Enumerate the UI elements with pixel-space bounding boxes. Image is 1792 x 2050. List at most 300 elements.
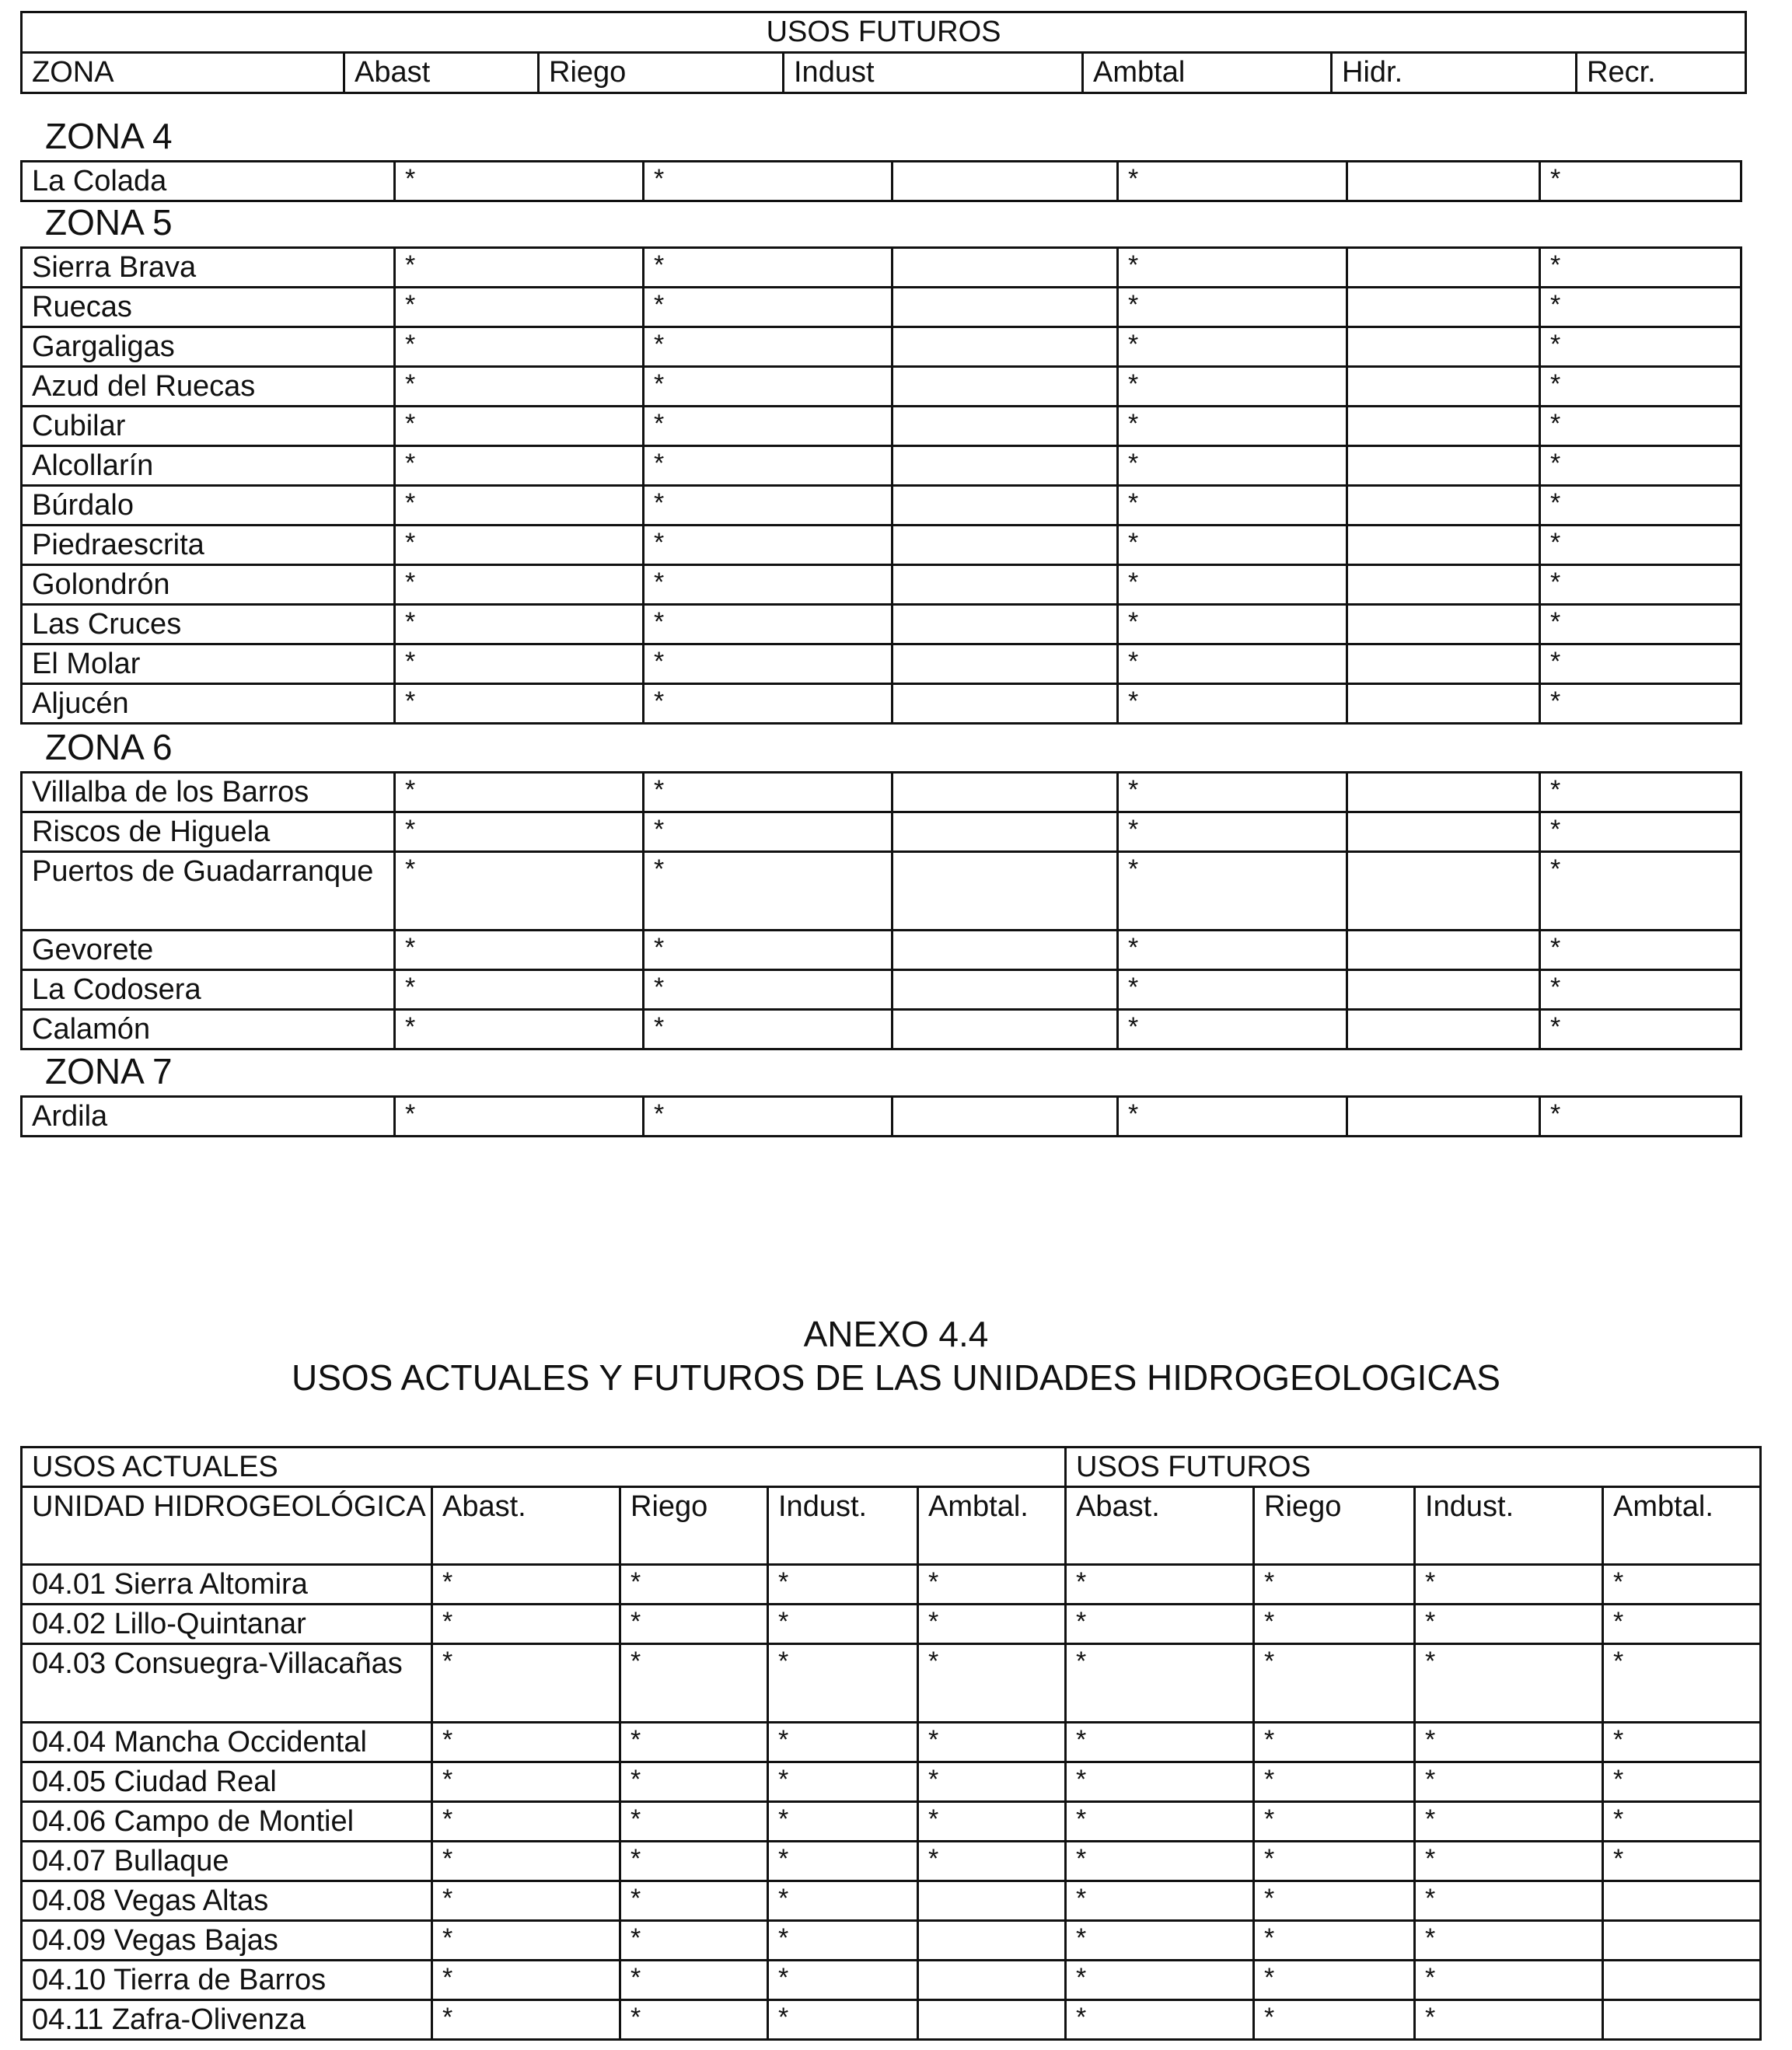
table-row (22, 162, 1741, 201)
unidad-name: 04.08 Vegas Altas (22, 1881, 432, 1921)
use-mark: * (1603, 1605, 1761, 1644)
use-mark: * (1066, 1961, 1254, 2000)
use-mark: * (1254, 1565, 1415, 1605)
use-mark: * (644, 644, 893, 684)
zona-name: Ardila (22, 1097, 395, 1137)
use-mark: * (1118, 773, 1347, 812)
use-mark: * (1415, 1605, 1603, 1644)
use-mark: * (768, 1802, 918, 1842)
use-mark (893, 407, 1118, 446)
table-row (22, 644, 1741, 684)
use-mark: * (1540, 931, 1741, 970)
use-mark (1603, 2000, 1761, 2040)
use-mark: * (918, 1723, 1066, 1762)
use-mark: * (432, 1961, 620, 2000)
table-row (22, 288, 1741, 327)
use-mark: * (1540, 327, 1741, 367)
zona-name: La Codosera (22, 970, 395, 1010)
header-abast-futuro: Abast. (1066, 1487, 1254, 1565)
use-mark: * (1066, 1802, 1254, 1842)
use-mark (1347, 446, 1540, 486)
table-row (22, 1881, 1761, 1921)
header-abast-actual: Abast. (432, 1487, 620, 1565)
use-mark: * (620, 1842, 768, 1881)
use-mark: * (1066, 1881, 1254, 1921)
use-mark: * (1254, 1842, 1415, 1881)
use-mark (893, 565, 1118, 605)
table-row (22, 1097, 1741, 1137)
use-mark: * (1603, 1802, 1761, 1842)
use-mark: * (768, 1644, 918, 1723)
use-mark: * (1118, 565, 1347, 605)
use-mark: * (432, 1605, 620, 1644)
zona-name: La Colada (22, 162, 395, 201)
use-mark: * (644, 248, 893, 288)
use-mark: * (1118, 852, 1347, 931)
unidad-name: 04.06 Campo de Montiel (22, 1802, 432, 1842)
zona-name: Aljucén (22, 684, 395, 724)
table-row (22, 852, 1741, 931)
use-mark: * (1118, 486, 1347, 526)
zona-name: Piedraescrita (22, 526, 395, 565)
table-row (22, 1961, 1761, 2000)
use-mark: * (395, 407, 644, 446)
zona-name: Ruecas (22, 288, 395, 327)
group-usos-actuales: USOS ACTUALES (22, 1448, 1066, 1487)
table-row (22, 1644, 1761, 1723)
use-mark: * (1254, 1881, 1415, 1921)
use-mark: * (395, 327, 644, 367)
use-mark: * (1254, 1802, 1415, 1842)
use-mark: * (1540, 486, 1741, 526)
zona-name: Riscos de Higuela (22, 812, 395, 852)
table-row (22, 684, 1741, 724)
use-mark: * (395, 565, 644, 605)
use-mark: * (644, 486, 893, 526)
table-row (22, 446, 1741, 486)
use-mark: * (1118, 605, 1347, 644)
zone-table (20, 246, 1742, 725)
use-mark: * (644, 684, 893, 724)
use-mark: * (1254, 1762, 1415, 1802)
table-row (22, 486, 1741, 526)
use-mark (893, 288, 1118, 327)
use-mark: * (1118, 526, 1347, 565)
zona-name: Villalba de los Barros (22, 773, 395, 812)
use-mark: * (644, 1010, 893, 1049)
use-mark: * (644, 852, 893, 931)
unidad-name: 04.11 Zafra-Olivenza (22, 2000, 432, 2040)
use-mark: * (1118, 288, 1347, 327)
use-mark (893, 486, 1118, 526)
zone-table (20, 771, 1742, 1050)
table-row (22, 1010, 1741, 1049)
use-mark: * (1118, 162, 1347, 201)
use-mark: * (644, 1097, 893, 1137)
use-mark: * (620, 1961, 768, 2000)
table-row (22, 248, 1741, 288)
annex-title: ANEXO 4.4 (803, 1314, 989, 1354)
use-mark: * (1066, 1762, 1254, 1802)
header-indust-actual: Indust. (768, 1487, 918, 1565)
use-mark: * (1118, 970, 1347, 1010)
use-mark: * (395, 526, 644, 565)
use-mark: * (1254, 2000, 1415, 2040)
unidad-name: 04.09 Vegas Bajas (22, 1921, 432, 1961)
use-mark: * (1415, 1762, 1603, 1802)
use-mark: * (1540, 565, 1741, 605)
use-mark (893, 812, 1118, 852)
zona-name: Gargaligas (22, 327, 395, 367)
zona-name: Calamón (22, 1010, 395, 1049)
use-mark: * (1118, 407, 1347, 446)
table-row (22, 773, 1741, 812)
use-mark: * (918, 1762, 1066, 1802)
use-mark: * (395, 812, 644, 852)
use-mark: * (1603, 1762, 1761, 1802)
use-mark: * (620, 1605, 768, 1644)
use-mark: * (1254, 1961, 1415, 2000)
use-mark: * (918, 1565, 1066, 1605)
zona-name: El Molar (22, 644, 395, 684)
use-mark: * (1540, 812, 1741, 852)
use-mark: * (395, 1010, 644, 1049)
table-row (22, 407, 1741, 446)
use-mark: * (918, 1605, 1066, 1644)
use-mark: * (1603, 1565, 1761, 1605)
use-mark: * (1118, 327, 1347, 367)
use-mark (893, 773, 1118, 812)
use-mark: * (1118, 367, 1347, 407)
use-mark (893, 162, 1118, 201)
use-mark (1347, 1010, 1540, 1049)
use-mark (1347, 486, 1540, 526)
zone-table (20, 1095, 1742, 1137)
use-mark: * (918, 1802, 1066, 1842)
use-mark: * (1540, 684, 1741, 724)
table-row (22, 327, 1741, 367)
table-row (22, 931, 1741, 970)
use-mark: * (1066, 1565, 1254, 1605)
header-recr: Recr. (1577, 53, 1746, 93)
use-mark: * (768, 1762, 918, 1802)
use-mark: * (1066, 1842, 1254, 1881)
use-mark (893, 367, 1118, 407)
use-mark (893, 605, 1118, 644)
use-mark (1603, 1961, 1761, 2000)
use-mark: * (1415, 1881, 1603, 1921)
header-hidr: Hidr. (1332, 53, 1577, 93)
use-mark: * (1118, 1010, 1347, 1049)
use-mark: * (644, 812, 893, 852)
use-mark: * (644, 162, 893, 201)
use-mark (1347, 565, 1540, 605)
use-mark: * (1540, 970, 1741, 1010)
use-mark: * (1415, 1802, 1603, 1842)
use-mark (1347, 605, 1540, 644)
group-usos-futuros: USOS FUTUROS (1066, 1448, 1761, 1487)
header-riego-futuro: Riego (1254, 1487, 1415, 1565)
use-mark: * (644, 931, 893, 970)
use-mark: * (1415, 1723, 1603, 1762)
use-mark: * (1540, 605, 1741, 644)
zone-table (20, 160, 1742, 202)
use-mark: * (1415, 1921, 1603, 1961)
use-mark: * (1066, 1644, 1254, 1723)
use-mark (1347, 773, 1540, 812)
use-mark: * (768, 1881, 918, 1921)
use-mark: * (395, 852, 644, 931)
use-mark: * (1066, 1723, 1254, 1762)
use-mark: * (1540, 644, 1741, 684)
header-riego-actual: Riego (620, 1487, 768, 1565)
table-row (22, 1842, 1761, 1881)
use-mark (893, 684, 1118, 724)
use-mark (893, 327, 1118, 367)
use-mark (918, 1921, 1066, 1961)
use-mark: * (395, 644, 644, 684)
use-mark: * (432, 1921, 620, 1961)
use-mark (893, 931, 1118, 970)
table-row (22, 1802, 1761, 1842)
table-row (22, 526, 1741, 565)
use-mark: * (768, 2000, 918, 2040)
table-row (22, 565, 1741, 605)
use-mark: * (644, 605, 893, 644)
unidad-name: 04.05 Ciudad Real (22, 1762, 432, 1802)
zone-heading: ZONA 6 (45, 727, 173, 767)
use-mark: * (1540, 407, 1741, 446)
use-mark (893, 644, 1118, 684)
use-mark: * (395, 367, 644, 407)
table-row (22, 2000, 1761, 2040)
use-mark (1347, 970, 1540, 1010)
use-mark: * (432, 1644, 620, 1723)
header-ambtal-futuro: Ambtal. (1603, 1487, 1761, 1565)
table-row (22, 1921, 1761, 1961)
header-unidad: UNIDAD HIDROGEOLÓGICA (22, 1487, 432, 1565)
use-mark: * (1118, 248, 1347, 288)
use-mark: * (620, 1762, 768, 1802)
use-mark: * (644, 407, 893, 446)
use-mark: * (1415, 1565, 1603, 1605)
use-mark: * (432, 2000, 620, 2040)
table-row (22, 812, 1741, 852)
use-mark: * (1540, 446, 1741, 486)
use-mark: * (768, 1565, 918, 1605)
use-mark: * (1254, 1644, 1415, 1723)
use-mark: * (644, 367, 893, 407)
use-mark: * (395, 684, 644, 724)
zona-name: Búrdalo (22, 486, 395, 526)
use-mark: * (1415, 1961, 1603, 2000)
use-mark: * (620, 1921, 768, 1961)
use-mark: * (1540, 288, 1741, 327)
use-mark: * (620, 1644, 768, 1723)
use-mark (1347, 644, 1540, 684)
zone-heading: ZONA 5 (45, 202, 173, 243)
annex-subtitle: USOS ACTUALES Y FUTUROS DE LAS UNIDADES HIDROGEOLOGICAS (292, 1357, 1500, 1398)
use-mark: * (1540, 773, 1741, 812)
zona-name: Alcollarín (22, 446, 395, 486)
use-mark: * (1540, 1010, 1741, 1049)
use-mark: * (768, 1605, 918, 1644)
table-row (22, 367, 1741, 407)
use-mark: * (1118, 931, 1347, 970)
use-mark: * (1254, 1605, 1415, 1644)
futuros-title: USOS FUTUROS (22, 12, 1746, 53)
use-mark: * (395, 446, 644, 486)
use-mark: * (1254, 1921, 1415, 1961)
use-mark: * (1540, 852, 1741, 931)
table-row (22, 970, 1741, 1010)
zona-name: Sierra Brava (22, 248, 395, 288)
use-mark: * (918, 1842, 1066, 1881)
use-mark: * (644, 773, 893, 812)
use-mark: * (395, 486, 644, 526)
header-indust: Indust (784, 53, 1083, 93)
use-mark: * (1415, 1644, 1603, 1723)
use-mark (893, 970, 1118, 1010)
use-mark: * (1118, 684, 1347, 724)
zona-name: Cubilar (22, 407, 395, 446)
use-mark: * (395, 773, 644, 812)
use-mark: * (395, 931, 644, 970)
use-mark (918, 2000, 1066, 2040)
use-mark: * (1540, 526, 1741, 565)
use-mark (893, 1097, 1118, 1137)
use-mark: * (395, 248, 644, 288)
use-mark: * (768, 1921, 918, 1961)
use-mark (1347, 288, 1540, 327)
table-row (22, 605, 1741, 644)
use-mark: * (1118, 812, 1347, 852)
use-mark: * (1540, 248, 1741, 288)
use-mark (1347, 684, 1540, 724)
table-row (22, 1723, 1761, 1762)
use-mark: * (432, 1565, 620, 1605)
use-mark: * (432, 1802, 620, 1842)
futuros-header-table (20, 11, 1747, 94)
use-mark: * (768, 1961, 918, 2000)
use-mark (1603, 1881, 1761, 1921)
header-indust-futuro: Indust. (1415, 1487, 1603, 1565)
use-mark: * (395, 288, 644, 327)
table-row (22, 1762, 1761, 1802)
use-mark (893, 852, 1118, 931)
use-mark: * (1415, 2000, 1603, 2040)
use-mark: * (644, 970, 893, 1010)
use-mark: * (1603, 1842, 1761, 1881)
use-mark: * (768, 1723, 918, 1762)
zona-name: Gevorete (22, 931, 395, 970)
use-mark: * (1118, 446, 1347, 486)
use-mark: * (1603, 1723, 1761, 1762)
use-mark (918, 1881, 1066, 1921)
use-mark: * (432, 1723, 620, 1762)
use-mark: * (620, 1565, 768, 1605)
zona-name: Golondrón (22, 565, 395, 605)
unidad-name: 04.01 Sierra Altomira (22, 1565, 432, 1605)
unidades-table (20, 1446, 1762, 2041)
use-mark: * (395, 162, 644, 201)
use-mark (1347, 526, 1540, 565)
use-mark: * (1603, 1644, 1761, 1723)
header-riego: Riego (539, 53, 784, 93)
use-mark (893, 526, 1118, 565)
use-mark: * (644, 565, 893, 605)
use-mark (918, 1961, 1066, 2000)
header-ambtal: Ambtal (1083, 53, 1332, 93)
unidad-name: 04.07 Bullaque (22, 1842, 432, 1881)
use-mark: * (644, 327, 893, 367)
use-mark (1347, 852, 1540, 931)
use-mark (893, 446, 1118, 486)
unidad-name: 04.10 Tierra de Barros (22, 1961, 432, 2000)
use-mark (1347, 327, 1540, 367)
use-mark: * (644, 526, 893, 565)
use-mark: * (644, 288, 893, 327)
use-mark: * (1066, 2000, 1254, 2040)
use-mark: * (768, 1842, 918, 1881)
zone-heading: ZONA 7 (45, 1051, 173, 1091)
use-mark: * (432, 1881, 620, 1921)
use-mark: * (620, 1881, 768, 1921)
use-mark (1347, 931, 1540, 970)
table-row (22, 1605, 1761, 1644)
use-mark: * (1066, 1921, 1254, 1961)
zona-name: Azud del Ruecas (22, 367, 395, 407)
use-mark: * (1066, 1605, 1254, 1644)
use-mark: * (1540, 1097, 1741, 1137)
use-mark: * (620, 1802, 768, 1842)
use-mark (1347, 162, 1540, 201)
use-mark (1603, 1921, 1761, 1961)
zona-name: Las Cruces (22, 605, 395, 644)
use-mark: * (918, 1644, 1066, 1723)
zona-name: Puertos de Guadarranque (22, 852, 395, 931)
zone-heading: ZONA 4 (45, 116, 173, 156)
use-mark: * (395, 605, 644, 644)
header-zona: ZONA (22, 53, 344, 93)
use-mark (1347, 367, 1540, 407)
use-mark: * (620, 2000, 768, 2040)
use-mark: * (432, 1762, 620, 1802)
use-mark: * (620, 1723, 768, 1762)
use-mark: * (1540, 367, 1741, 407)
table-row (22, 1565, 1761, 1605)
unidad-name: 04.03 Consuegra-Villacañas (22, 1644, 432, 1723)
use-mark (1347, 1097, 1540, 1137)
use-mark (1347, 407, 1540, 446)
use-mark (1347, 812, 1540, 852)
use-mark: * (1118, 1097, 1347, 1137)
unidad-name: 04.04 Mancha Occidental (22, 1723, 432, 1762)
use-mark: * (395, 970, 644, 1010)
use-mark: * (1254, 1723, 1415, 1762)
use-mark (893, 248, 1118, 288)
use-mark (1347, 248, 1540, 288)
unidad-name: 04.02 Lillo-Quintanar (22, 1605, 432, 1644)
use-mark: * (395, 1097, 644, 1137)
use-mark: * (1540, 162, 1741, 201)
use-mark: * (432, 1842, 620, 1881)
use-mark (893, 1010, 1118, 1049)
header-abast: Abast (344, 53, 539, 93)
use-mark: * (1118, 644, 1347, 684)
header-ambtal-actual: Ambtal. (918, 1487, 1066, 1565)
use-mark: * (1415, 1842, 1603, 1881)
